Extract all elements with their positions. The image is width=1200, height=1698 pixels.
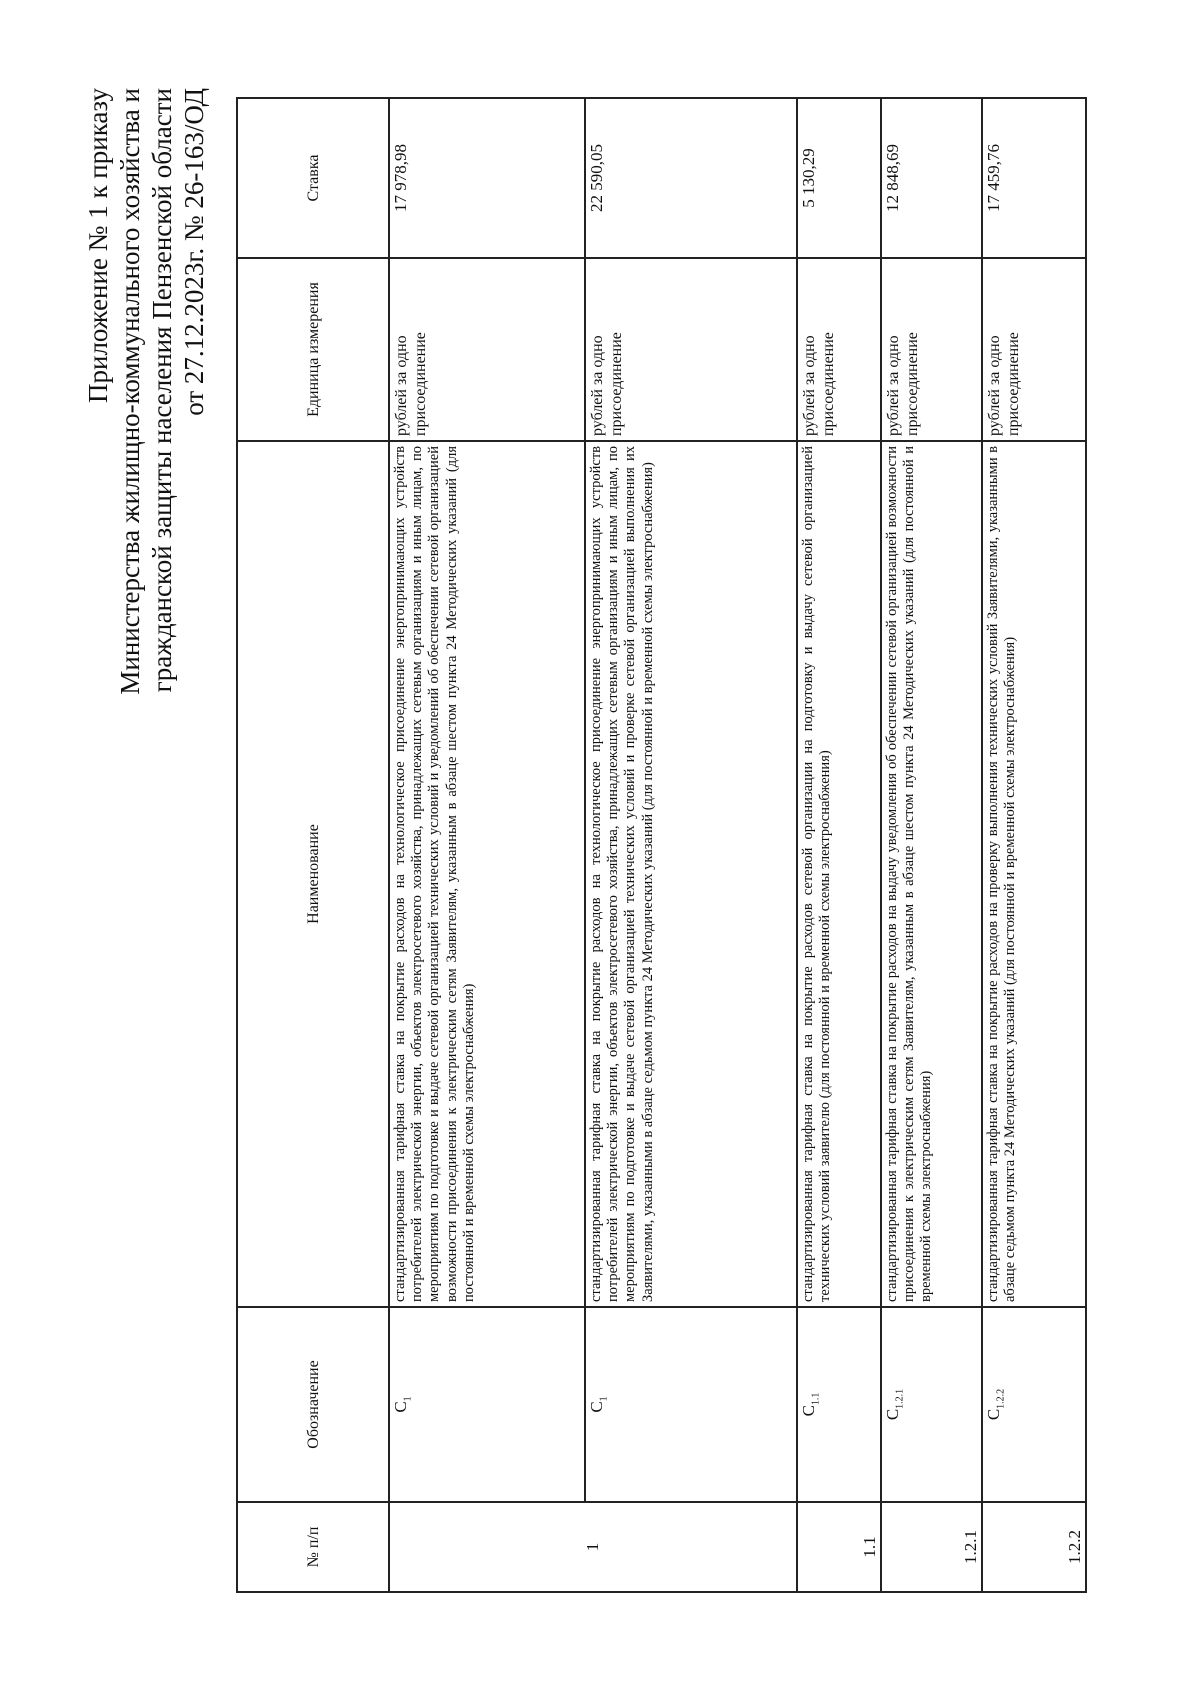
- table-row: [982, 98, 1086, 1592]
- table-row: [389, 98, 585, 1592]
- row-name: стандартизированная тарифная ставка на покрытие расходов на проверку выполнения технических условий Заявителями, указанными в абзаце седьмом пункта 24 Методических указаний (для постоянной и временной схемы электроснабжения): [982, 441, 1086, 1307]
- row-name: стандартизированная тарифная ставка на покрытие расходов на технологическое присоединение энергопринимающих устройств потребителей электрической энергии, объектов электросетевого хозяйства, принадлежащих сетевым организациям и иным лицам, по мероприятиям по подготовке и выдаче сетевой организацией технических условий и проверке сетевой организацией выполнения их Заявителями, указанными в абзаце седьмом пункта 24 Методических указаний (для постоянной и временной схемы электроснабжения): [585, 441, 797, 1307]
- appendix-header: [82, 88, 210, 1548]
- col-header-designation: Обозначение: [237, 1307, 389, 1502]
- row-designation: $C_{1.2.2}$: [982, 1307, 1086, 1502]
- row-unit: рублей за одно присоединение: [389, 258, 585, 441]
- row-number: 1.2.1: [881, 1502, 982, 1592]
- col-header-name: Наименование: [237, 441, 389, 1307]
- tariff-table: [236, 97, 1087, 1593]
- row-designation: $C_{1.2.1}$: [881, 1307, 982, 1502]
- row-number: 1.1: [797, 1502, 881, 1592]
- col-header-rate: Ставка: [237, 98, 389, 258]
- row-unit: рублей за одно присоединение: [797, 258, 881, 441]
- table-row: [585, 98, 797, 1592]
- row-rate: 22 590,05: [585, 98, 797, 258]
- header-line-1: Приложение № 1 к приказу: [83, 88, 113, 403]
- header-line-2: Министерства жилищно-коммунального хозяйства и: [115, 88, 145, 695]
- row-unit: рублей за одно присоединение: [881, 258, 982, 441]
- row-name: стандартизированная тарифная ставка на покрытие расходов сетевой организации на подготовку и выдачу сетевой организацией технических условий заявителю (для постоянной и временной схемы электроснабжения): [797, 441, 881, 1307]
- row-rate: 17 978,98: [389, 98, 585, 258]
- row-number: 1.2.2: [982, 1502, 1086, 1592]
- row-unit: рублей за одно присоединение: [982, 258, 1086, 441]
- row-name: стандартизированная тарифная ставка на покрытие расходов на технологическое присоединение энергопринимающих устройств потребителей электрической энергии, объектов электросетевого хозяйства, принадлежащих сетевым организациям и иным лицам, по мероприятиям по подготовке и выдаче сетевой организацией технических условий и уведомлений об обеспечении сетевой организацией возможности присоединения к электрическим сетям Заявителям, указанным в абзаце шестом пункта 24 Методических указаний (для постоянной и временной схемы электроснабжения): [389, 441, 585, 1307]
- header-line-4: от 27.12.2023г. № 26-163/ОД: [179, 88, 209, 416]
- row-name: стандартизированная тарифная ставка на покрытие расходов на выдачу уведомления об обеспечении сетевой организацией возможности присоединения к электрическим сетям Заявителям, указанным в абзаце шестом пункта 24 Методических указаний (для постоянной и временной схемы электроснабжения): [881, 441, 982, 1307]
- row-rate: 5 130,29: [797, 98, 881, 258]
- col-header-unit: Единица измерения: [237, 258, 389, 441]
- table-header-row: [237, 98, 389, 1592]
- row-designation: $C_{1.1}$: [797, 1307, 881, 1502]
- row-designation: $C_1$: [585, 1307, 797, 1502]
- col-header-num: № п/п: [237, 1502, 389, 1592]
- row-designation: $C_1$: [389, 1307, 585, 1502]
- row-unit: рублей за одно присоединение: [585, 258, 797, 441]
- table-row: [881, 98, 982, 1592]
- row-rate: 12 848,69: [881, 98, 982, 258]
- row-rate: 17 459,76: [982, 98, 1086, 258]
- header-line-3: гражданской защиты населения Пензенской области: [147, 88, 177, 693]
- table-row: [797, 98, 881, 1592]
- row-number: 1: [389, 1502, 797, 1592]
